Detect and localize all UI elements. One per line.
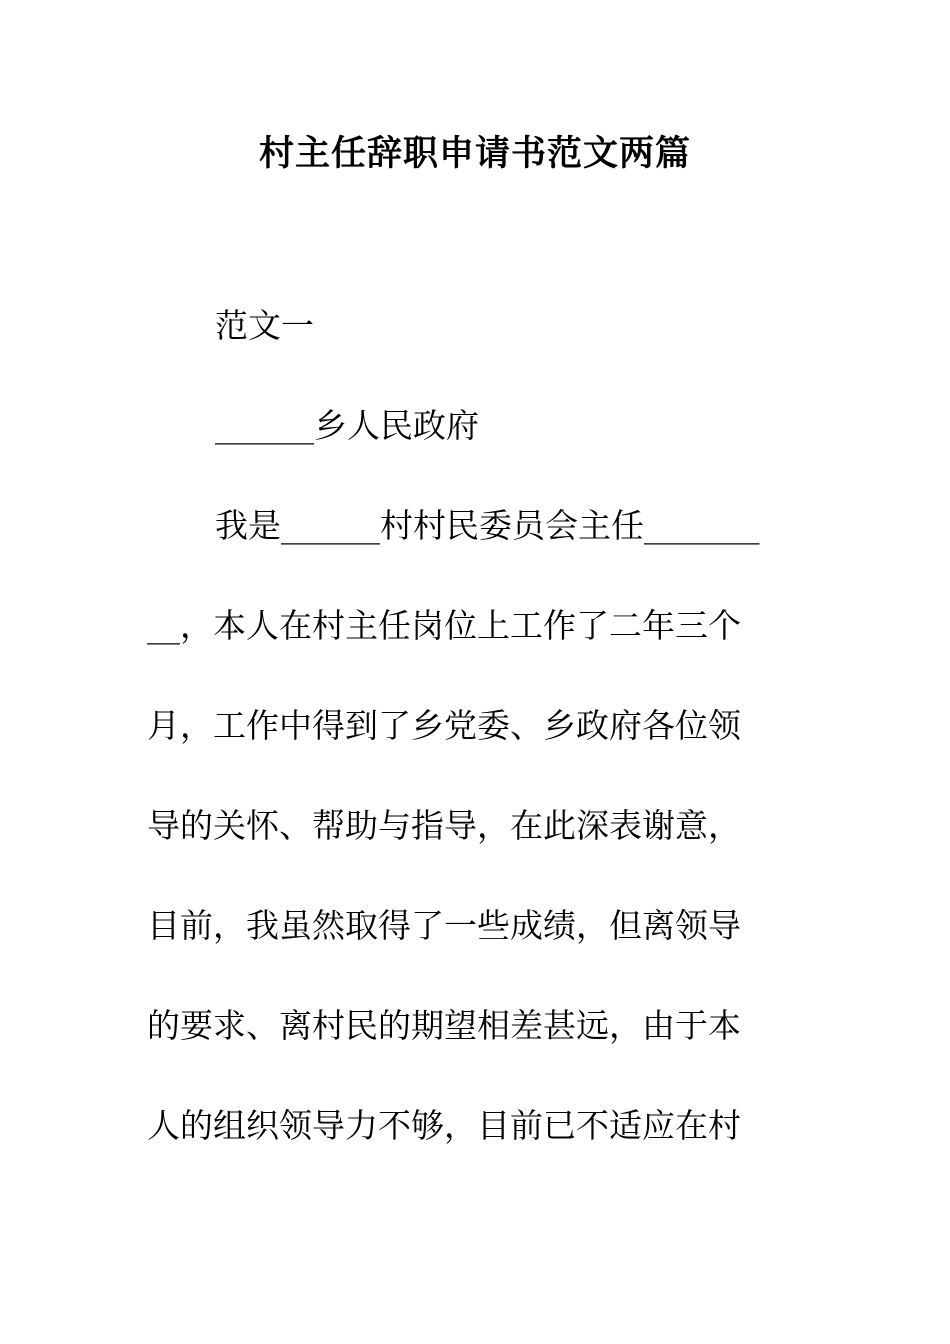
body-line-2: __，本人在村主任岗位上工作了二年三个 [147, 606, 741, 645]
body-line-1: 我是______村村民委员会主任_______ [215, 506, 760, 545]
body-line-4: 导的关怀、帮助与指导，在此深表谢意， [147, 806, 741, 845]
body-line-7: 人的组织领导力不够，目前已不适应在村 [147, 1106, 741, 1145]
document-title: 村主任辞职申请书范文两篇 [258, 134, 691, 174]
body-line-3: 月，工作中得到了乡党委、乡政府各位领 [147, 706, 741, 745]
section-heading: 范文一 [215, 306, 314, 345]
addressee-line: ______乡人民政府 [215, 406, 479, 445]
body-line-6: 的要求、离村民的期望相差甚远，由于本 [147, 1006, 741, 1045]
body-line-5: 目前，我虽然取得了一些成绩，但离领导 [147, 906, 741, 945]
